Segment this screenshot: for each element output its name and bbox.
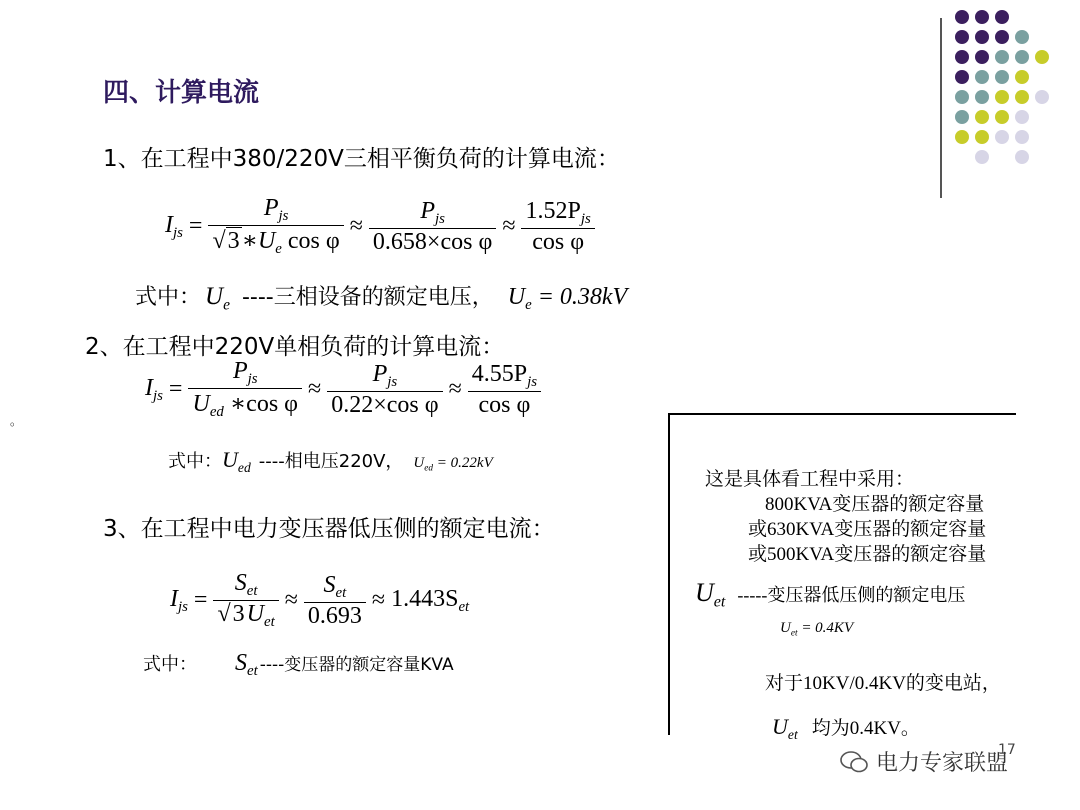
section2-heading: 2、在工程中220V单相负荷的计算电流： [85,334,505,360]
side-box-uet-def: $U_{et}$ -----变压器低压侧的额定电压 [695,578,966,611]
decorative-dot [955,50,969,64]
formula-lhs: $I_{js}$ [165,211,183,241]
section1-note: 式中： $U_e$ ----三相设备的额定电压， $U_e = 0.38kV$ [135,283,628,314]
decorative-dot [975,110,989,124]
side-box-line4: 或500KVA变压器的额定容量 [748,544,987,565]
decorative-dot [975,50,989,64]
decorative-dot [955,10,969,24]
formula-fraction-2: $\frac{P_{js}}{\text{0.658×cos φ}}$ [369,198,496,256]
section2-note: 式中： $U_{ed}$ ----相电压220V， $U_{ed} = 0.22kV$ [168,447,493,475]
decorative-dot [1015,70,1029,84]
watermark: 电力专家联盟 [840,746,1008,777]
decorative-dot [1015,130,1029,144]
side-box-border-top [668,413,1016,415]
side-box-line1: 这是具体看工程中采用： [705,469,915,490]
side-box-line5: 对于10KV/0.4KV的变电站， [765,673,1001,694]
decorative-dot [1015,90,1029,104]
page-title: 四、计算电流 [103,78,260,108]
decorative-dot [995,10,1009,24]
decorative-dot [975,10,989,24]
decorative-dot [1015,50,1029,64]
decorative-dot [955,110,969,124]
decorative-dot [955,90,969,104]
side-box-last: $U_{et}$ 均为0.4KV。 [772,714,920,742]
decorative-dot [1015,110,1029,124]
decorative-dot [995,50,1009,64]
decorative-dot [955,130,969,144]
side-box-line3: 或630KVA变压器的额定容量 [748,519,987,540]
section3-formula: $I_{js}$ = $\frac{S_{et}}{√3U_{et}}$ ≈ $\frac{S_{et}}{0.693}$ ≈ $1.443S_{et}$ [170,570,470,631]
page-number: 17 [998,742,1016,758]
section2-formula: $I_{js}$ = $\frac{P_{js}}{U_{ed} ∗\cos \varphi}$ ≈ $\frac{P_{js}}{\text{0.22×cos φ}}$ ≈ $\frac{4.55P_{js}}{\text{cos φ}}$ [145,358,541,421]
decorative-dot [955,30,969,44]
decorative-dot [1015,30,1029,44]
decorative-dot-grid [955,10,1065,180]
side-box-border-left [668,413,670,735]
side-box-line2: 800KVA变压器的额定容量 [765,494,985,515]
decorative-vertical-line [940,18,942,198]
side-box-uet-eq: $U_{et} = 0.4KV$ [780,620,854,639]
decorative-dot [995,90,1009,104]
decorative-dot [995,110,1009,124]
section1-formula: $I_{js}$ = $\frac{P_{js}}{√3∗U_e \cos \varphi}$ ≈ $\frac{P_{js}}{\text{0.658×cos φ}}$ ≈ $\frac{1.52P_{js}}{\text{cos φ}}$ [165,195,595,258]
decorative-dot [955,70,969,84]
formula-fraction-1: $\frac{P_{js}}{√3∗U_e \cos \varphi}$ [208,195,343,258]
decorative-dot [975,70,989,84]
decorative-dot [995,130,1009,144]
formula-fraction-3: $\frac{1.52P_{js}}{\text{cos φ}}$ [521,198,594,256]
decorative-dot [1035,90,1049,104]
section1-heading: 1、在工程中380/220V三相平衡负荷的计算电流： [103,146,620,172]
wechat-icon [840,750,868,774]
stray-mark: 。 [10,414,23,428]
section3-heading: 3、在工程中电力变压器低压侧的额定电流： [103,516,555,542]
decorative-dot [975,30,989,44]
decorative-dot [1035,50,1049,64]
decorative-dot [1015,150,1029,164]
decorative-dot [975,90,989,104]
section3-note: 式中： $S_{et}$ ----变压器的额定容量KVA [143,650,454,680]
decorative-dot [975,150,989,164]
decorative-dot [995,30,1009,44]
decorative-dot [975,130,989,144]
decorative-dot [995,70,1009,84]
